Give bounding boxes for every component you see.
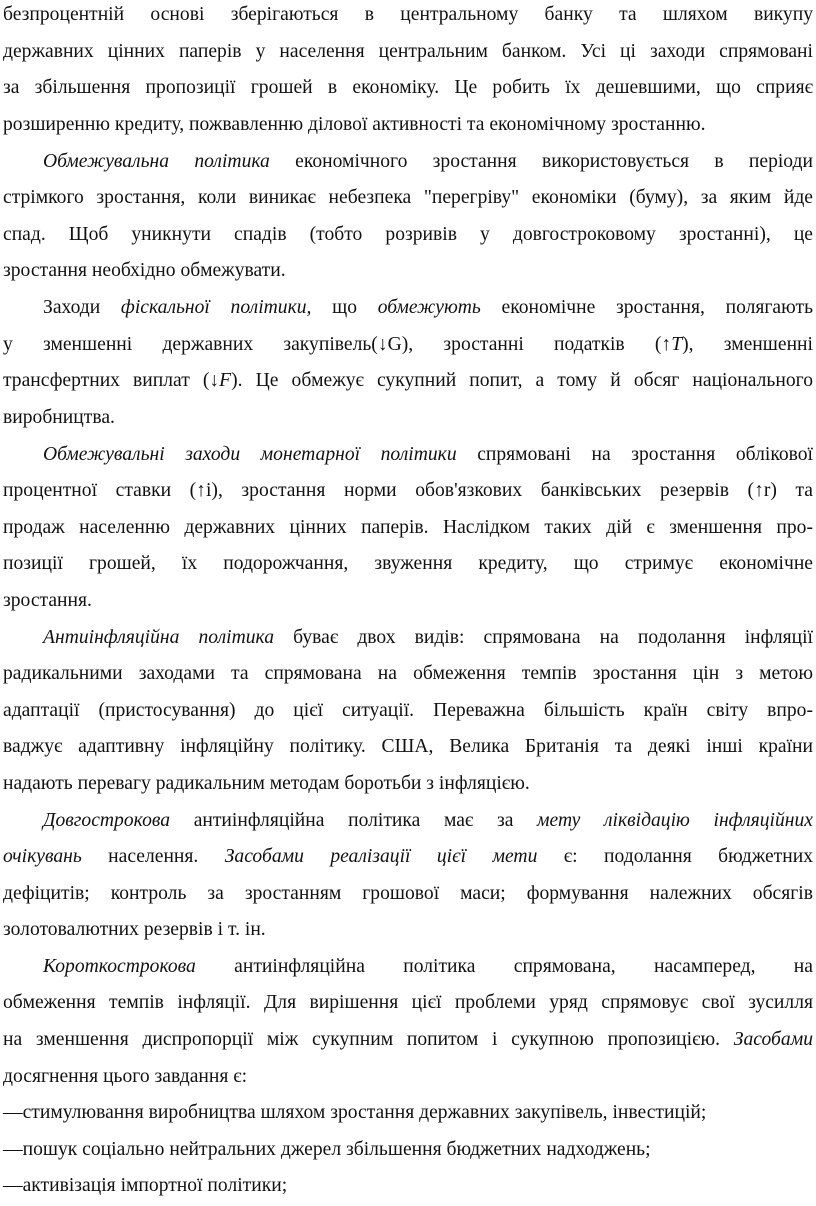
text-line: дефіцитів; контроль за зростанням грошової маси; формування належних обсягів	[3, 883, 813, 904]
text-line: радикальними заходами та спрямована на обмеження темпів зростання цін з метою	[3, 663, 813, 684]
text-run: економічного зростання використовується в періоди	[269, 151, 813, 172]
italic-text: Антиінфляційна політика	[43, 627, 275, 648]
text-run: трансфертних виплат (↓	[3, 370, 220, 391]
text-run: економічне зростання, полягають	[480, 297, 814, 318]
italic-text: Обмежувальні заходи монетарної політики	[43, 444, 457, 465]
text-line: розширенню кредиту, пожвавленню ділової активності та економічному зростанню.	[3, 114, 706, 135]
text-line: державних цінних паперів у населення центральним банком. Усі ці заходи спрямовані	[3, 41, 813, 62]
italic-text: фіскальної політики,	[120, 297, 312, 318]
text-run: буває двох видів: спрямована на подолання інфляції	[274, 627, 813, 648]
italic-text: мету ліквідацію інфляційних	[537, 810, 813, 831]
text-line: —стимулювання виробництва шляхом зростання державних закупівель, інвестицій;	[3, 1102, 707, 1123]
text-line	[43, 625, 813, 651]
text-line	[43, 442, 813, 468]
text-line	[3, 368, 813, 394]
italic-text: Короткострокова	[43, 956, 196, 977]
text-line: зростання.	[3, 590, 92, 611]
text-line	[3, 332, 813, 358]
text-line: стрімкого зростання, коли виникає небезпека "перегріву" економіки (буму), за яким йде	[3, 187, 813, 208]
text-run: антиінфляційна політика має за	[170, 810, 538, 831]
text-run: у зменшенні державних закупівель(↓G), зростанні податків (↑	[3, 334, 672, 355]
text-line: надають перевагу радикальним методам боротьби з інфляцією.	[3, 773, 530, 794]
italic-text: Довгострокова	[43, 810, 171, 831]
text-line: —активізація імпортної політики;	[3, 1175, 288, 1196]
text-line: процентної ставки (↑i), зростання норми обов'язкових банківських резервів (↑r) та	[3, 480, 813, 501]
italic-text: обмежують	[377, 297, 481, 318]
text-line: позиції грошей, їх подорожчання, звуження кредиту, що стримує економічне	[3, 553, 813, 574]
text-run: Заходи	[43, 297, 121, 318]
text-run: ). Це обмежує сукупний попит, а тому й обсяг національного	[231, 370, 813, 391]
text-run: що	[311, 297, 378, 318]
text-line: золотовалютних резервів і т. ін.	[3, 919, 266, 940]
text-line: за збільшення пропозиції грошей в економіку. Це робить їх дешевшими, що сприяє	[3, 77, 813, 98]
text-line	[3, 1027, 813, 1053]
text-run: на зменшення диспропорції між сукупним попитом і сукупною пропозицією.	[3, 1029, 734, 1050]
text-run: спрямовані на зростання облікової	[456, 444, 814, 465]
text-line: продаж населенню державних цінних паперів. Наслідком таких дій є зменшення про-	[3, 517, 813, 538]
italic-text: Засобами реалізації цієї мети	[224, 846, 538, 867]
text-line: спад. Щоб уникнути спадів (тобто розривів у довгостроковому зростанні), це	[3, 224, 813, 245]
italic-text: очікувань	[3, 846, 82, 867]
text-line: —пошук соціально нейтральних джерел збільшення бюджетних надходжень;	[3, 1139, 651, 1160]
text-line: безпроцентній основі зберігаються в центральному банку та шляхом викупу	[3, 4, 813, 25]
text-line: адаптації (пристосування) до цієї ситуації. Переважна більшість країн світу впро-	[3, 700, 813, 721]
text-run: антиінфляційна політика спрямована, насамперед, на	[195, 956, 813, 977]
italic-text: Засобами	[733, 1029, 813, 1050]
text-line	[43, 808, 813, 834]
text-line: ваджує адаптивну інфляційну політику. США, Велика Британія та деякі інші країни	[3, 736, 813, 757]
text-line	[43, 954, 813, 980]
italic-text: T	[671, 334, 683, 355]
text-line	[3, 844, 813, 870]
italic-text: F	[219, 370, 232, 391]
italic-text: Обмежувальна політика	[43, 151, 270, 172]
text-line	[43, 149, 813, 175]
text-line: досягнення цього завдання є:	[3, 1066, 248, 1087]
text-run: населення.	[81, 846, 225, 867]
text-run: є: подолання бюджетних	[537, 846, 813, 867]
text-line	[43, 295, 813, 321]
text-line: обмеження темпів інфляції. Для вирішення цієї проблеми уряд спрямовує свої зусилля	[3, 992, 813, 1013]
text-line: зростання необхідно обмежувати.	[3, 260, 286, 281]
text-line: виробництва.	[3, 407, 115, 428]
text-run: ), зменшенні	[682, 334, 813, 355]
